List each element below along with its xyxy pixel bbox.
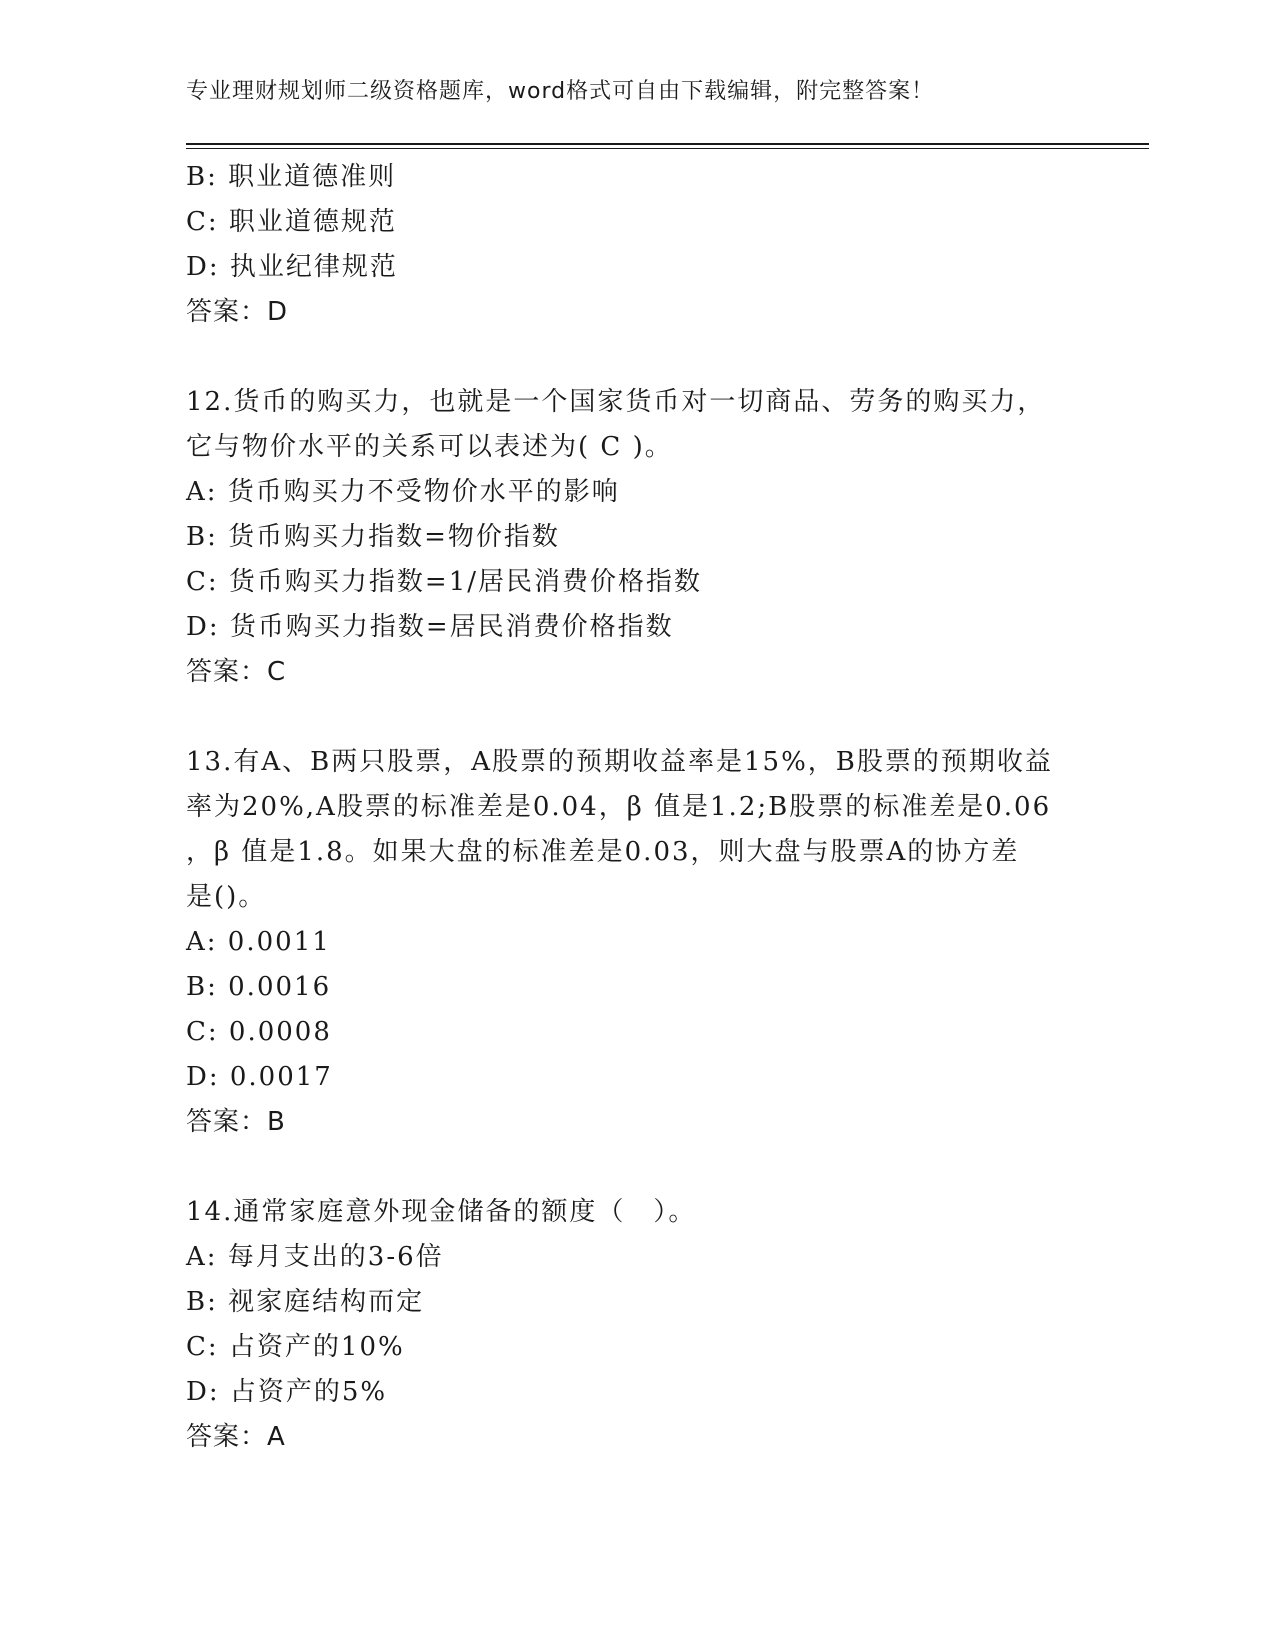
option-c: C: 货币购买力指数=1/居民消费价格指数: [186, 567, 703, 597]
option-b: B: 视家庭结构而定: [186, 1287, 425, 1317]
document-body: [186, 155, 1086, 1460]
question-stem: 12.货币的购买力，也就是一个国家货币对一切商品、劳务的购买力，: [186, 387, 1046, 417]
question-stem: 是()。: [186, 882, 267, 912]
spacer: [186, 1145, 1086, 1190]
question-stem: ，β 值是1.8。如果大盘的标准差是0.03，则大盘与股票A的协方差: [186, 837, 1020, 867]
question-stem: 它与物价水平的关系可以表述为( C )。: [186, 432, 673, 462]
option-a: A: 每月支出的3-6倍: [186, 1242, 444, 1272]
answer-line: 答案：B: [186, 1107, 286, 1137]
question-11-continued: [186, 155, 1086, 335]
question-stem: 率为20%,A股票的标准差是0.04，β 值是1.2;B股票的标准差是0.06: [186, 792, 1052, 822]
option-d: D: 占资产的5%: [186, 1377, 388, 1407]
option-c: C: 职业道德规范: [186, 207, 397, 237]
answer-line: 答案：C: [186, 657, 287, 687]
option-d: D: 执业纪律规范: [186, 252, 398, 282]
option-b: B: 货币购买力指数=物价指数: [186, 522, 560, 552]
option-d: D: 0.0017: [186, 1062, 333, 1092]
question-stem: 14.通常家庭意外现金储备的额度（ ）。: [186, 1197, 697, 1227]
spacer: [186, 335, 1086, 380]
question-13: [186, 740, 1086, 1145]
option-c: C: 占资产的10%: [186, 1332, 405, 1362]
page-header: 专业理财规划师二级资格题库，word格式可自由下载编辑，附完整答案！: [186, 79, 935, 104]
answer-line: 答案：A: [186, 1422, 286, 1452]
option-b: B: 职业道德准则: [186, 162, 397, 192]
header-divider: [186, 143, 1149, 149]
question-14: [186, 1190, 1086, 1460]
option-b: B: 0.0016: [186, 972, 332, 1002]
spacer: [186, 695, 1086, 740]
option-a: A: 0.0011: [186, 927, 331, 957]
question-stem: 13.有A、B两只股票，A股票的预期收益率是15%，B股票的预期收益: [186, 747, 1053, 777]
question-12: [186, 380, 1086, 695]
option-c: C: 0.0008: [186, 1017, 332, 1047]
option-a: A: 货币购买力不受物价水平的影响: [186, 477, 620, 507]
option-d: D: 货币购买力指数=居民消费价格指数: [186, 612, 674, 642]
answer-line: 答案：D: [186, 297, 289, 327]
